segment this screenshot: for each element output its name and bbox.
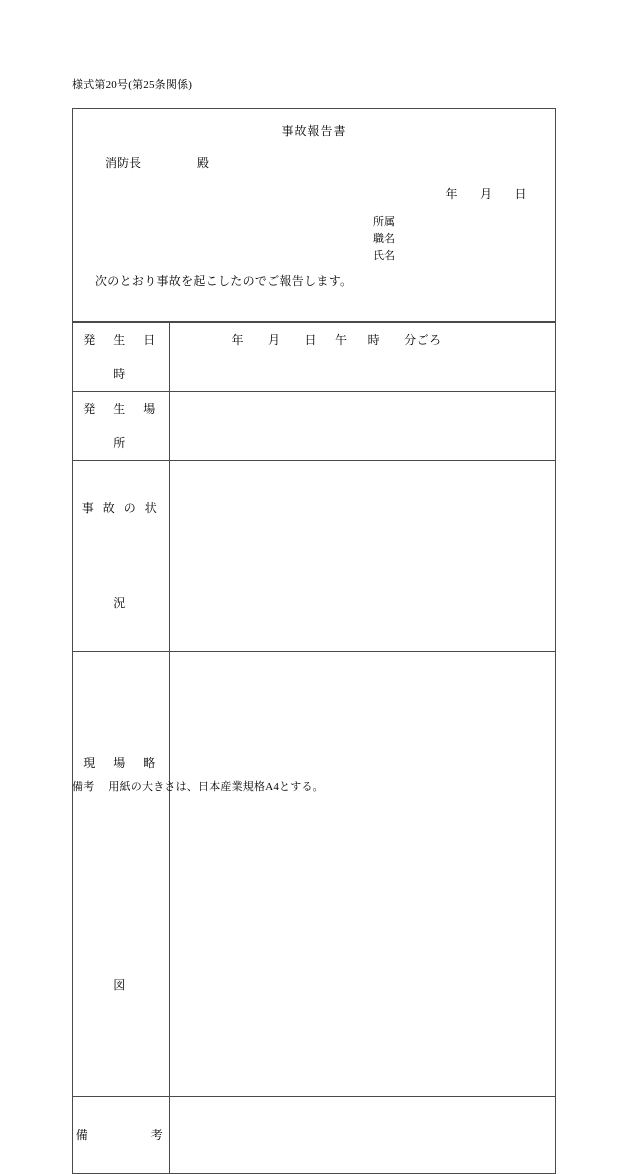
row-value-accident-situation[interactable] [169,461,555,652]
submitter-position-label: 職名 [373,233,395,245]
row-label-text: 現 場 略 図 [83,756,174,992]
row-label-text: 発 生 場 所 [83,402,174,450]
date-day-label: 日 [514,187,527,201]
field-minute-label: 分ごろ [404,333,442,347]
table-row-accident-situation [73,461,555,652]
addressee-label: 消防長 [105,156,142,170]
form-number: 様式第20号(第25条関係) [72,79,193,91]
report-form-frame [72,108,556,1174]
table-row-remarks [73,1097,555,1174]
addressee-line [105,154,209,171]
row-label-text: 発 生 日 時 [83,333,174,381]
footnote-text: 用紙の大きさは、日本産業規格A4とする。 [108,781,324,793]
row-value-occurrence-place[interactable] [169,392,555,461]
footnote-label: 備考 [72,781,95,793]
row-value-occurrence-datetime[interactable] [169,323,555,392]
table-row-occurrence-place [73,392,555,461]
field-year-label: 年 [231,333,245,347]
form-header-block [73,109,555,322]
addressee-honorific: 殿 [197,156,210,170]
table-row-site-sketch [73,652,555,1097]
row-label-accident-situation [73,461,169,652]
field-ampm-label: 午 [335,333,348,347]
lead-text: 次のとおり事故を起こしたのでご報告します。 [95,274,353,288]
row-label-site-sketch [73,652,174,1097]
submitter-affiliation-label: 所属 [373,216,395,228]
row-label-occurrence-place [73,392,174,461]
field-hour-label: 時 [367,333,381,347]
date-year-label: 年 [445,187,458,201]
table-row-occurrence-datetime [73,323,555,392]
field-day-label: 日 [304,333,318,347]
date-line [445,185,527,202]
submitter-name-label: 氏名 [373,250,395,262]
page-title: 事故報告書 [281,124,347,138]
date-month-label: 月 [479,187,493,201]
row-value-remarks[interactable] [169,1097,555,1174]
submitter-block [373,214,395,265]
row-label-occurrence-datetime [73,323,174,392]
row-label-text: 事 故 の 状 況 [81,501,160,610]
footnote [72,778,324,794]
row-label-remarks [73,1097,169,1174]
row-value-site-sketch[interactable] [169,652,555,1097]
datetime-field-group[interactable] [170,323,556,357]
field-month-label: 月 [268,333,281,347]
report-fields-table [73,322,555,1173]
row-label-text: 備 考 [75,1128,166,1142]
